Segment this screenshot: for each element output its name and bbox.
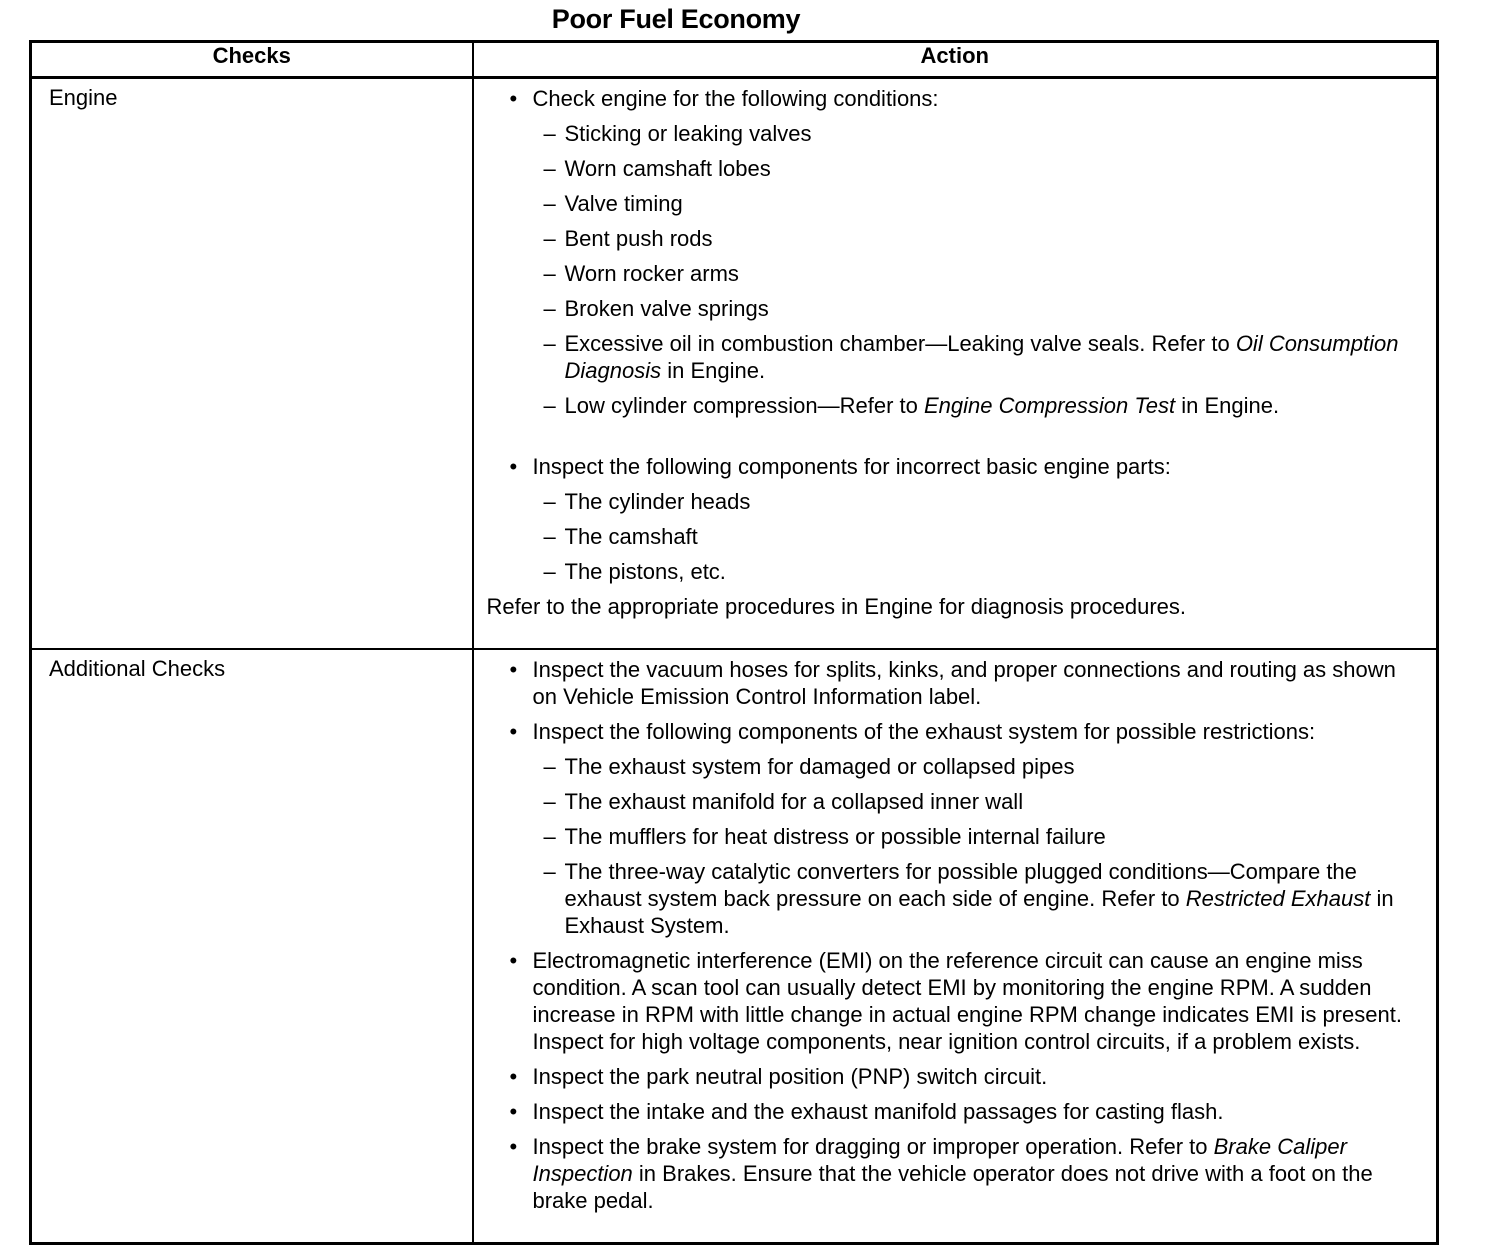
sub-item bbox=[474, 523, 1427, 550]
table-row bbox=[31, 78, 1438, 650]
dash-icon: – bbox=[543, 261, 556, 286]
bullet-item bbox=[474, 1098, 1427, 1125]
text-span: Inspect the intake and the exhaust manifold passages for casting flash. bbox=[532, 1099, 1224, 1124]
bullet-item bbox=[474, 947, 1427, 1055]
bullet-icon: • bbox=[509, 1064, 518, 1089]
dash-icon: – bbox=[543, 754, 556, 779]
text-span: in Brakes. Ensure that the vehicle operator does not drive with a foot on the brake pedal. bbox=[532, 1161, 1373, 1213]
cross-reference: Engine Compression Test bbox=[923, 393, 1176, 418]
sub-item-text bbox=[565, 191, 683, 216]
dash-icon: – bbox=[543, 156, 556, 181]
action-cell bbox=[473, 649, 1438, 1244]
dash-icon: – bbox=[543, 121, 556, 146]
text-span: Worn camshaft lobes bbox=[564, 156, 771, 181]
text-span: Inspect the following components of the exhaust system for possible restrictions: bbox=[532, 719, 1316, 744]
bullet-text bbox=[533, 1064, 1048, 1089]
cross-reference: Brake Caliper Inspection bbox=[532, 1134, 1347, 1186]
bullet-text: Check engine for the following conditions: bbox=[532, 86, 939, 111]
cross-reference: Oil Consumption Diagnosis bbox=[564, 331, 1399, 383]
bullet-icon: • bbox=[509, 719, 518, 744]
sub-item bbox=[474, 823, 1427, 850]
check-cell: Additional Checks bbox=[31, 649, 473, 1244]
bullet-item bbox=[474, 85, 1427, 112]
sub-item-text bbox=[565, 296, 769, 321]
sub-item bbox=[474, 295, 1427, 322]
text-span: in Engine. bbox=[1175, 393, 1280, 418]
bullet-icon: • bbox=[509, 454, 518, 479]
text-span: The mufflers for heat distress or possible internal failure bbox=[564, 824, 1106, 849]
diagnosis-table bbox=[29, 40, 1439, 1245]
sub-item bbox=[474, 155, 1427, 182]
sub-item-text bbox=[565, 859, 1394, 938]
text-span: Broken valve springs bbox=[564, 296, 769, 321]
dash-icon: – bbox=[543, 559, 556, 584]
dash-icon: – bbox=[543, 296, 556, 321]
text-span: The camshaft bbox=[564, 524, 698, 549]
text-span: in Engine. bbox=[661, 358, 766, 383]
text-span: Bent push rods bbox=[564, 226, 713, 251]
dash-icon: – bbox=[543, 331, 556, 356]
bullet-item bbox=[474, 718, 1427, 745]
sub-item-text bbox=[565, 754, 1075, 779]
sub-item-text bbox=[565, 489, 751, 514]
table-row bbox=[31, 649, 1438, 1244]
sub-item bbox=[474, 858, 1427, 939]
text-span: Low cylinder compression—Refer to bbox=[564, 393, 924, 418]
bullet-text bbox=[533, 948, 1402, 1054]
sub-item bbox=[474, 753, 1427, 780]
page-title: Poor Fuel Economy bbox=[551, 4, 801, 34]
text-span: Excessive oil in combustion chamber—Leaking valve seals. Refer to bbox=[564, 331, 1236, 356]
sub-item-text bbox=[565, 226, 713, 251]
sub-item-text bbox=[565, 789, 1024, 814]
action-cell bbox=[473, 78, 1438, 650]
text-span: Sticking or leaking valves bbox=[564, 121, 812, 146]
text-span: The pistons, etc. bbox=[564, 559, 726, 584]
bullet-icon: • bbox=[509, 86, 518, 111]
text-span: The exhaust manifold for a collapsed inner wall bbox=[564, 789, 1024, 814]
check-cell: Engine bbox=[31, 78, 473, 650]
sub-item-text bbox=[565, 156, 771, 181]
header-action: Action bbox=[473, 42, 1438, 78]
sub-item-text bbox=[565, 559, 726, 584]
sub-item-text bbox=[565, 824, 1106, 849]
sub-item-text bbox=[565, 261, 739, 286]
text-span: in Exhaust System. bbox=[564, 886, 1394, 938]
dash-icon: – bbox=[543, 824, 556, 849]
text-span: Inspect the park neutral position (PNP) switch circuit. bbox=[532, 1064, 1048, 1089]
sub-item bbox=[474, 190, 1427, 217]
text-span: Valve timing bbox=[564, 191, 683, 216]
bullet-item bbox=[474, 656, 1427, 710]
sub-item bbox=[474, 788, 1427, 815]
sub-item bbox=[474, 392, 1427, 419]
bullet-icon: • bbox=[509, 1099, 518, 1124]
table-header-row bbox=[31, 42, 1438, 78]
bullet-item bbox=[474, 1133, 1427, 1214]
text-span: The cylinder heads bbox=[564, 489, 751, 514]
sub-item bbox=[474, 558, 1427, 585]
reference-note: Refer to the appropriate procedures in Engine for diagnosis procedures. bbox=[486, 594, 1187, 619]
dash-icon: – bbox=[543, 191, 556, 216]
sub-item bbox=[474, 225, 1427, 252]
bullet-text bbox=[533, 1099, 1224, 1124]
header-checks: Checks bbox=[31, 42, 473, 78]
sub-item bbox=[474, 260, 1427, 287]
dash-icon: – bbox=[543, 393, 556, 418]
bullet-text: Inspect the following components for incorrect basic engine parts: bbox=[532, 454, 1171, 479]
bullet-item bbox=[474, 453, 1427, 480]
sub-item-text bbox=[565, 393, 1280, 418]
text-span: Electromagnetic interference (EMI) on the reference circuit can cause an engine miss condition. A scan tool can usually detect EMI by monitoring the engine RPM. A sudden increase in RPM with little change in actual engine RPM change indicates EMI is present. Inspect for high voltage components, near ignition control circuits, if a problem exists. bbox=[532, 948, 1402, 1054]
sub-item-text bbox=[565, 121, 812, 146]
bullet-item bbox=[474, 1063, 1427, 1090]
cross-reference: Restricted Exhaust bbox=[1185, 886, 1371, 911]
dash-icon: – bbox=[543, 524, 556, 549]
text-span: Inspect the vacuum hoses for splits, kinks, and proper connections and routing as shown on Vehicle Emission Control Information label. bbox=[532, 657, 1396, 709]
sub-item bbox=[474, 488, 1427, 515]
text-span: The exhaust system for damaged or collapsed pipes bbox=[564, 754, 1075, 779]
sub-item bbox=[474, 120, 1427, 147]
text-span: The three-way catalytic converters for possible plugged conditions—Compare the exhaust system back pressure on each side of engine. Refer to bbox=[564, 859, 1357, 911]
sub-item-text bbox=[565, 524, 698, 549]
dash-icon: – bbox=[543, 226, 556, 251]
bullet-icon: • bbox=[509, 948, 518, 973]
text-span: Inspect the brake system for dragging or improper operation. Refer to bbox=[532, 1134, 1214, 1159]
bullet-text bbox=[533, 657, 1396, 709]
bullet-icon: • bbox=[509, 1134, 518, 1159]
dash-icon: – bbox=[543, 489, 556, 514]
bullet-text bbox=[533, 1134, 1373, 1213]
bullet-text bbox=[533, 719, 1316, 744]
bullet-icon: • bbox=[509, 657, 518, 682]
sub-item bbox=[474, 330, 1427, 384]
dash-icon: – bbox=[543, 859, 556, 884]
dash-icon: – bbox=[543, 789, 556, 814]
sub-item-text bbox=[565, 331, 1399, 383]
text-span: Worn rocker arms bbox=[564, 261, 739, 286]
